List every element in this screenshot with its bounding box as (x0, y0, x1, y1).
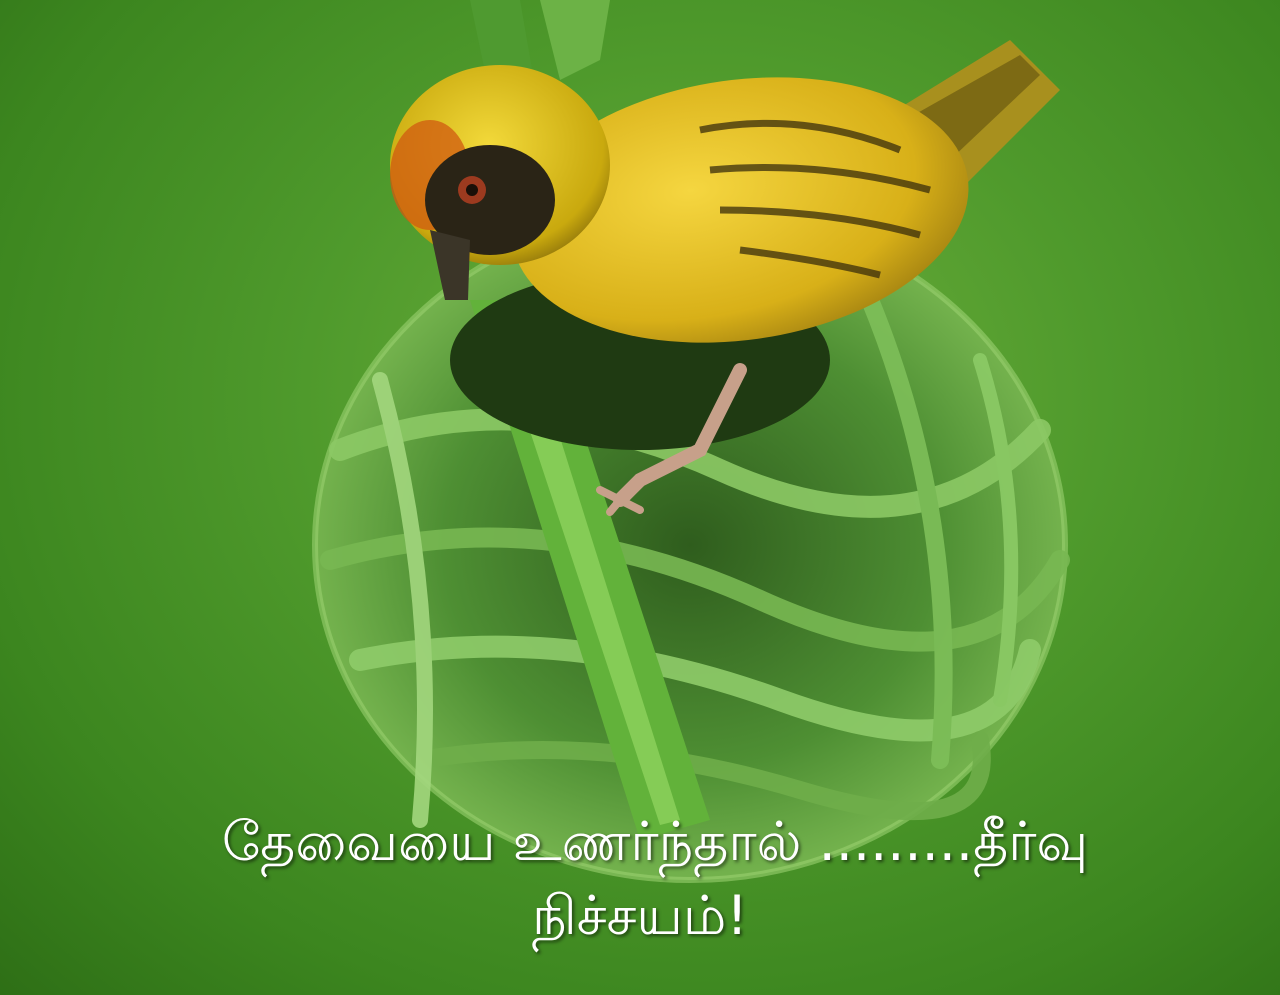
caption-line-1: தேவையை உணர்ந்தால் .........தீர்வு (221, 810, 1089, 873)
tamil-quote-caption (0, 805, 1280, 953)
caption-line-2: நிச்சயம்! (532, 884, 748, 947)
